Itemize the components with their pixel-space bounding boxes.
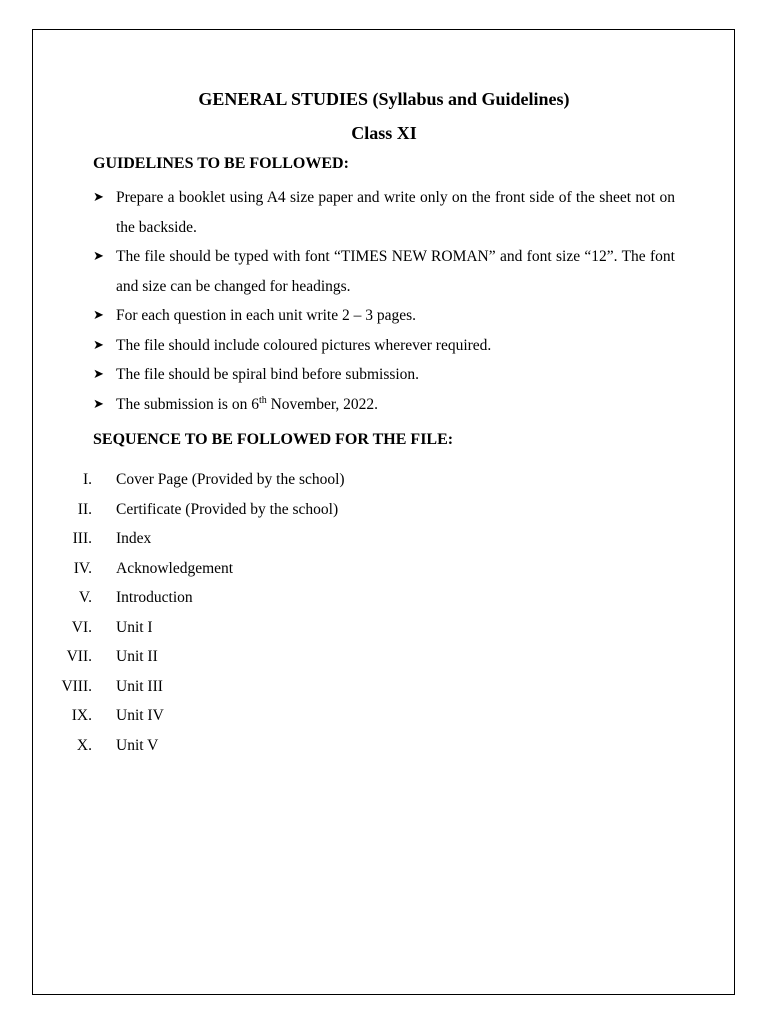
sequence-text: Acknowledgement — [116, 559, 234, 577]
sequence-text: Unit IV — [116, 707, 164, 724]
document-subtitle: Class XI — [351, 123, 417, 143]
list-item — [40, 495, 345, 525]
sequence-text: Unit II — [116, 648, 158, 665]
sequence-heading: SEQUENCE TO BE FOLLOWED FOR THE FILE: — [93, 431, 454, 448]
list-item — [40, 524, 345, 554]
sequence-text: Cover Page (Provided by the school) — [116, 471, 345, 488]
roman-numeral: II. — [77, 500, 92, 518]
sequence-text: Introduction — [116, 589, 193, 606]
roman-numeral: VI. — [71, 618, 92, 636]
roman-numeral: IV. — [73, 559, 92, 577]
guideline-item — [93, 183, 675, 242]
guideline-item — [93, 242, 675, 301]
list-item — [40, 583, 345, 613]
guidelines-heading: GUIDELINES TO BE FOLLOWED: — [93, 155, 349, 172]
list-item — [40, 701, 345, 731]
sequence-text: Certificate (Provided by the school) — [116, 500, 339, 518]
roman-numeral: III. — [72, 530, 92, 547]
submission-superscript: th — [258, 394, 267, 406]
roman-numeral: VII. — [66, 648, 92, 665]
arrow-bullet-icon: ➤ — [93, 396, 104, 412]
sequence-text: Index — [116, 530, 152, 547]
list-item — [40, 731, 345, 761]
list-item — [40, 465, 345, 495]
document-title: GENERAL STUDIES (Syllabus and Guidelines) — [198, 89, 570, 109]
arrow-bullet-icon: ➤ — [93, 367, 104, 382]
guideline-text: The file should be spiral bind before submission. — [116, 366, 420, 383]
arrow-bullet-icon: ➤ — [93, 249, 104, 264]
list-item — [40, 672, 345, 702]
list-item — [40, 613, 345, 643]
sequence-text: Unit I — [116, 618, 153, 636]
roman-numeral: I. — [82, 471, 92, 488]
guidelines-list — [93, 183, 675, 419]
guideline-text: The file should include coloured pictures wherever required. — [116, 336, 492, 354]
guideline-item — [93, 331, 675, 361]
roman-numeral: X. — [76, 736, 92, 754]
list-item — [40, 642, 345, 672]
guideline-item — [93, 360, 675, 390]
arrow-bullet-icon: ➤ — [93, 337, 104, 353]
guideline-item-submission — [93, 390, 675, 420]
roman-numeral: IX. — [71, 707, 92, 724]
guideline-text: For each question in each unit write 2 – 3 pages. — [116, 307, 417, 324]
sequence-text: Unit III — [116, 677, 163, 695]
roman-numeral: V. — [78, 589, 92, 606]
guideline-text: Prepare a booklet using A4 size paper and write only on the front side of the sheet not on the backside. — [116, 189, 675, 236]
sequence-text: Unit V — [116, 736, 159, 754]
guideline-item — [93, 301, 675, 331]
sequence-list — [40, 465, 345, 760]
submission-text-prefix: The submission is on 6 — [116, 395, 259, 413]
arrow-bullet-icon: ➤ — [93, 190, 104, 205]
guideline-text: The file should be typed with font “TIMES NEW ROMAN” and font size “12”. The font and size can be changed for headings. — [116, 248, 675, 295]
arrow-bullet-icon: ➤ — [93, 308, 104, 323]
submission-text-suffix: November, 2022. — [266, 395, 379, 413]
roman-numeral: VIII. — [61, 677, 92, 695]
list-item — [40, 554, 345, 584]
